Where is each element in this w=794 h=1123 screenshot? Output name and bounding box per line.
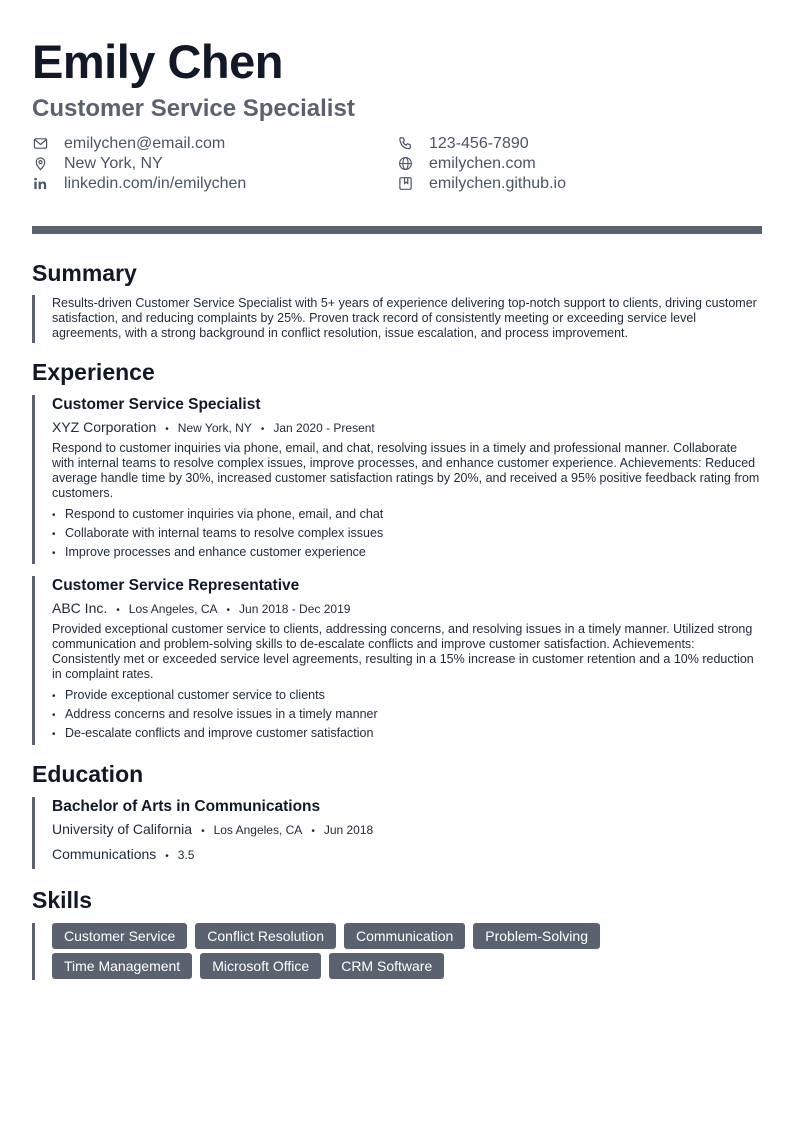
separator-dot: • (311, 826, 315, 837)
experience-dates: Jan 2020 - Present (273, 421, 375, 435)
experience-dates: Jun 2018 - Dec 2019 (239, 602, 351, 616)
job-title-headline: Customer Service Specialist (32, 95, 355, 122)
list-item: • Collaborate with internal teams to resolve complex issues (52, 524, 762, 543)
resume-page (32, 36, 762, 980)
skill-tag: Conflict Resolution (195, 923, 336, 949)
experience-item (32, 395, 762, 564)
experience-company: XYZ Corporation (52, 419, 157, 435)
contact-location-text: New York, NY (64, 154, 163, 172)
experience-role: Customer Service Specialist (52, 396, 261, 413)
location-icon (32, 156, 48, 172)
experience-item (32, 576, 762, 745)
experience-bullets (52, 686, 762, 743)
header-divider (32, 226, 762, 234)
summary-block (32, 295, 762, 343)
experience-heading: Experience (32, 359, 155, 385)
list-item: • Improve processes and enhance customer experience (52, 543, 762, 562)
education-date: Jun 2018 (323, 823, 374, 837)
skill-tag: CRM Software (329, 953, 444, 979)
experience-meta (52, 598, 762, 621)
contact-portfolio[interactable] (397, 174, 762, 193)
skill-tag: Communication (344, 923, 465, 949)
skill-tag: Time Management (52, 953, 192, 979)
contact-email-text: emilychen@email.com (64, 134, 226, 152)
summary-heading: Summary (32, 260, 137, 286)
contact-location (32, 154, 397, 173)
contact-portfolio-text: emilychen.github.io (429, 174, 566, 192)
skill-tag: Customer Service (52, 923, 187, 949)
list-item: • Provide exceptional customer service to clients (52, 686, 762, 705)
education-item (32, 797, 762, 869)
summary-text: Results-driven Customer Service Specialist with 5+ years of experience delivering top-notch support to clients, driving customer satisfaction, and reducing complaints by 25%. Proven track record of consistently meeting or exceeding service level agreements, with a strong background in conflict resolution, issue escalation, and process improvement. (52, 296, 757, 340)
separator-dot: • (165, 851, 169, 862)
skills-list (52, 923, 692, 980)
education-meta (52, 819, 762, 842)
experience-description: Respond to customer inquiries via phone, email, and chat, resolving issues in a timely and professional manner. Collaborate with internal teams to resolve complex issues, improve processes, and enhance customer experience. Achievements: Reduced average handle time by 30%, increased customer satisfaction ratings by 20%, and received a 95% positive feedback rating from customers. (52, 441, 760, 500)
education-major: Communications (52, 846, 157, 862)
phone-icon (397, 136, 413, 152)
contact-phone[interactable] (397, 134, 762, 153)
skills-block (32, 923, 762, 980)
contact-linkedin[interactable] (32, 174, 397, 193)
experience-company: ABC Inc. (52, 600, 108, 616)
list-item: • Respond to customer inquiries via phone, email, and chat (52, 505, 762, 524)
education-degree: Bachelor of Arts in Communications (52, 798, 321, 815)
experience-location: Los Angeles, CA (128, 602, 218, 616)
email-icon (32, 136, 48, 152)
experience-role: Customer Service Representative (52, 577, 300, 594)
globe-icon (397, 156, 413, 172)
contact-linkedin-text: linkedin.com/in/emilychen (64, 174, 247, 192)
bookmark-icon (397, 176, 413, 192)
contact-phone-text: 123-456-7890 (429, 134, 529, 152)
experience-location: New York, NY (177, 421, 252, 435)
skills-heading: Skills (32, 887, 93, 913)
list-item: • De-escalate conflicts and improve customer satisfaction (52, 724, 762, 743)
education-school: University of California (52, 821, 193, 837)
separator-dot: • (226, 605, 231, 616)
experience-bullets (52, 505, 762, 562)
skill-tag: Microsoft Office (200, 953, 321, 979)
contact-list (32, 134, 762, 193)
skill-tag: Problem-Solving (473, 923, 600, 949)
separator-dot: • (165, 424, 169, 435)
contact-website[interactable] (397, 154, 762, 173)
contact-website-text: emilychen.com (429, 154, 536, 172)
contact-email[interactable] (32, 134, 397, 153)
education-details (52, 844, 762, 867)
candidate-name: Emily Chen (32, 35, 283, 88)
separator-dot: • (201, 826, 205, 837)
list-item: • Address concerns and resolve issues in a timely manner (52, 705, 762, 724)
education-location: Los Angeles, CA (213, 823, 303, 837)
education-heading: Education (32, 761, 144, 787)
experience-description: Provided exceptional customer service to clients, addressing concerns, and resolving issues in a timely manner. Utilized strong communication and problem-solving skills to de-escalate conflicts and improve customer satisfaction. Achievements: Consistently met or exceeded service level agreements, resulting in a 15% increase in customer retention and a 10% reduction in complaint rates. (52, 622, 754, 681)
education-gpa: 3.5 (177, 848, 195, 862)
separator-dot: • (116, 605, 120, 616)
linkedin-icon (32, 176, 48, 192)
experience-meta (52, 417, 762, 440)
separator-dot: • (260, 424, 265, 435)
